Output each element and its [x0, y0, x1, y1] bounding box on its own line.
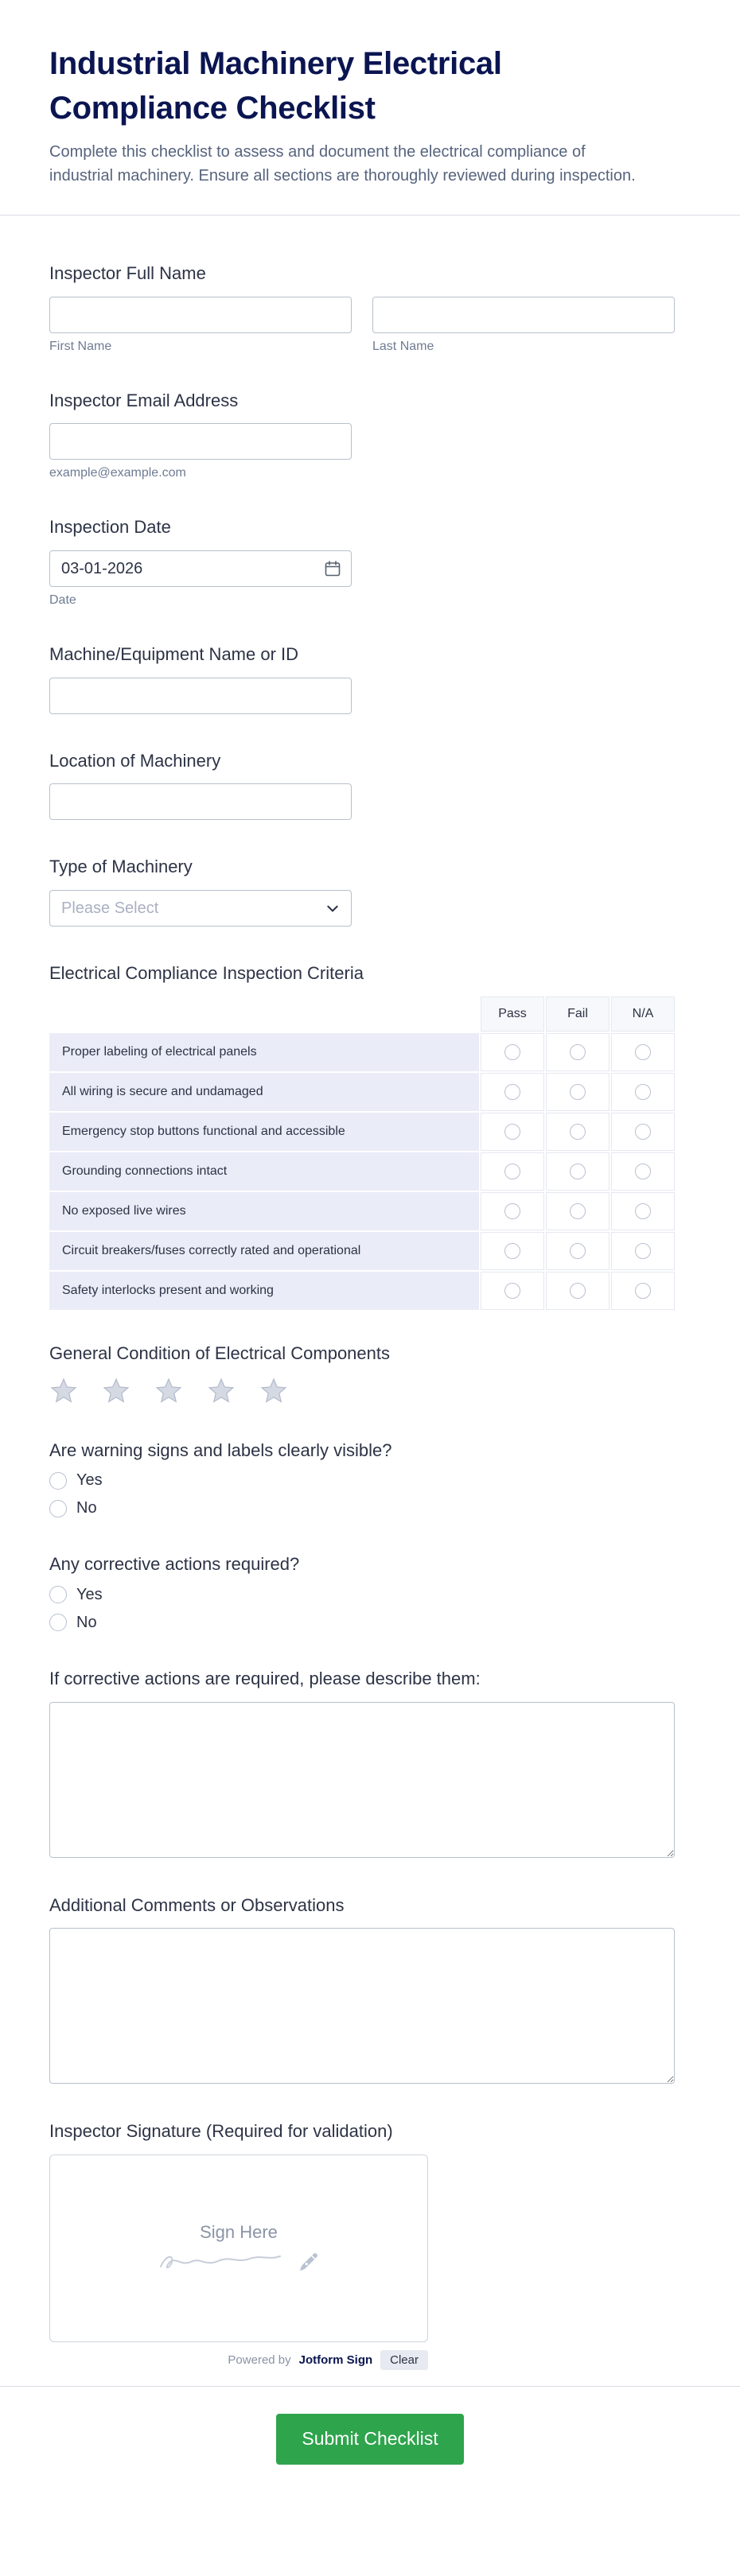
table-cell: [481, 1272, 544, 1310]
form-body: [0, 216, 740, 2370]
column-header-na: N/A: [611, 997, 675, 1032]
radio-pass[interactable]: [504, 1283, 520, 1299]
radio-na[interactable]: [635, 1124, 651, 1140]
table-header-spacer: [49, 997, 479, 1032]
warning-signs-label: Are warning signs and labels clearly visible?: [49, 1440, 392, 1460]
condition-label: General Condition of Electrical Components: [49, 1342, 391, 1363]
table-row-label: Proper labeling of electrical panels: [49, 1033, 479, 1071]
radio-fail[interactable]: [570, 1243, 586, 1259]
radio-pass[interactable]: [504, 1203, 520, 1219]
last-name-subfield: [372, 297, 675, 354]
option-row: [49, 1614, 673, 1632]
radio-pass[interactable]: [504, 1243, 520, 1259]
field-describe-actions: [49, 1667, 673, 1862]
jotform-sign-brand: Jotform Sign: [298, 2353, 373, 2367]
option-row: [49, 1471, 673, 1490]
option-label: Yes: [76, 1585, 103, 1603]
describe-label: If corrective actions are required, please describe them:: [49, 1668, 481, 1688]
comments-label: Additional Comments or Observations: [49, 1894, 345, 1915]
table-cell: [611, 1152, 675, 1191]
radio-fail[interactable]: [570, 1203, 586, 1219]
signature-label: Inspector Signature (Required for validation): [49, 2121, 393, 2142]
machine-input[interactable]: [49, 678, 352, 714]
select-placeholder: Please Select: [61, 899, 159, 917]
form-subtitle: Complete this checklist to assess and document the electrical compliance of industrial machinery. Ensure all sections are thoroughly reviewed during inspection.: [49, 143, 636, 185]
location-input[interactable]: [49, 783, 352, 820]
criteria-label: Electrical Compliance Inspection Criteria: [49, 963, 364, 984]
radio-yes[interactable]: [49, 1472, 67, 1490]
table-cell: [481, 1152, 544, 1191]
signature-art: [158, 2248, 320, 2275]
field-warning-signs: [49, 1439, 673, 1518]
table-cell: [546, 1073, 610, 1111]
table-cell: [546, 1272, 610, 1310]
radio-fail[interactable]: [570, 1283, 586, 1299]
location-label: Location of Machinery: [49, 750, 221, 771]
option-row: [49, 1586, 673, 1604]
table-cell: [611, 1192, 675, 1230]
star-rating: [49, 1377, 673, 1405]
table-cell: [481, 1232, 544, 1270]
radio-na[interactable]: [635, 1203, 651, 1219]
table-cell: [481, 1113, 544, 1151]
radio-no[interactable]: [49, 1614, 67, 1631]
corrective-label: Any corrective actions required?: [49, 1554, 300, 1575]
star-icon[interactable]: [102, 1377, 130, 1405]
type-label: Type of Machinery: [49, 857, 193, 877]
email-subfield: [49, 423, 673, 480]
criteria-table: [49, 997, 675, 1310]
table-row-label: No exposed live wires: [49, 1192, 479, 1230]
email-sublabel: example@example.com: [49, 466, 186, 480]
field-criteria-table: [49, 962, 673, 1310]
field-inspector-email: [49, 389, 673, 481]
describe-textarea[interactable]: [49, 1702, 675, 1858]
machine-label: Machine/Equipment Name or ID: [49, 644, 299, 665]
date-input-wrap: [49, 550, 352, 587]
radio-pass[interactable]: [504, 1124, 520, 1140]
field-additional-comments: [49, 1894, 673, 2088]
radio-yes[interactable]: [49, 1586, 67, 1603]
table-cell: [546, 1113, 610, 1151]
table-cell: [481, 1192, 544, 1230]
table-row-label: Grounding connections intact: [49, 1152, 479, 1191]
field-corrective-actions: [49, 1552, 673, 1632]
radio-na[interactable]: [635, 1044, 651, 1060]
submit-area: [0, 2387, 740, 2568]
radio-na[interactable]: [635, 1283, 651, 1299]
table-row-label: Emergency stop buttons functional and accessible: [49, 1113, 479, 1151]
star-icon[interactable]: [49, 1377, 78, 1405]
option-row: [49, 1499, 673, 1517]
option-label: No: [76, 1499, 97, 1517]
field-inspection-date: [49, 515, 673, 608]
email-label: Inspector Email Address: [49, 390, 239, 410]
table-cell: [611, 1272, 675, 1310]
last-name-sublabel: Last Name: [372, 339, 434, 353]
table-cell: [611, 1113, 675, 1151]
field-inspector-full-name: [49, 262, 673, 354]
date-input[interactable]: [49, 550, 352, 587]
comments-textarea[interactable]: [49, 1928, 675, 2084]
radio-na[interactable]: [635, 1084, 651, 1100]
first-name-sublabel: First Name: [49, 339, 112, 353]
radio-fail[interactable]: [570, 1084, 586, 1100]
radio-na[interactable]: [635, 1243, 651, 1259]
form-header: [0, 0, 740, 215]
submit-button[interactable]: Submit Checklist: [276, 2414, 463, 2465]
option-label: No: [76, 1613, 97, 1631]
date-label: Inspection Date: [49, 517, 171, 538]
column-header-pass: Pass: [481, 997, 544, 1032]
powered-by-text: Powered by: [228, 2353, 291, 2367]
signature-footer: [49, 2350, 428, 2370]
radio-pass[interactable]: [504, 1044, 520, 1060]
radio-no[interactable]: [49, 1500, 67, 1517]
first-name-input[interactable]: [49, 297, 352, 333]
star-icon[interactable]: [207, 1377, 236, 1405]
table-cell: [546, 1033, 610, 1071]
pen-icon: [296, 2251, 320, 2275]
first-name-subfield: [49, 297, 352, 354]
table-cell: [546, 1152, 610, 1191]
chevron-down-icon: [325, 901, 340, 915]
option-label: Yes: [76, 1471, 103, 1490]
table-row-label: Circuit breakers/fuses correctly rated and operational: [49, 1232, 479, 1270]
table-cell: [546, 1232, 610, 1270]
radio-pass[interactable]: [504, 1164, 520, 1179]
field-location: [49, 749, 673, 821]
star-icon[interactable]: [154, 1377, 183, 1405]
field-machinery-type: [49, 855, 673, 927]
sign-here-placeholder: Sign Here: [200, 2221, 278, 2242]
radio-na[interactable]: [635, 1164, 651, 1179]
radio-fail[interactable]: [570, 1044, 586, 1060]
last-name-input[interactable]: [372, 297, 675, 333]
table-cell: [611, 1073, 675, 1111]
radio-fail[interactable]: [570, 1124, 586, 1140]
table-row-label: Safety interlocks present and working: [49, 1272, 479, 1310]
table-row-label: All wiring is secure and undamaged: [49, 1073, 479, 1111]
radio-pass[interactable]: [504, 1084, 520, 1100]
table-cell: [481, 1073, 544, 1111]
star-icon[interactable]: [259, 1377, 288, 1405]
page-title: Industrial Machinery Electrical Compliance Checklist: [49, 46, 502, 126]
full-name-label: Inspector Full Name: [49, 263, 206, 283]
radio-fail[interactable]: [570, 1164, 586, 1179]
signature-pad[interactable]: [49, 2154, 428, 2342]
name-row: [49, 297, 673, 354]
field-general-condition: [49, 1342, 673, 1405]
table-cell: [481, 1033, 544, 1071]
machinery-type-select[interactable]: [49, 890, 352, 927]
table-cell: [546, 1192, 610, 1230]
field-signature: [49, 2119, 673, 2370]
field-machine-name: [49, 643, 673, 714]
date-sublabel: Date: [49, 593, 76, 608]
calendar-icon[interactable]: [323, 559, 342, 578]
column-header-fail: Fail: [546, 997, 610, 1032]
signature-squiggle: [158, 2248, 285, 2275]
table-cell: [611, 1033, 675, 1071]
email-field[interactable]: [49, 423, 352, 460]
clear-signature-button[interactable]: Clear: [380, 2350, 428, 2370]
table-cell: [611, 1232, 675, 1270]
